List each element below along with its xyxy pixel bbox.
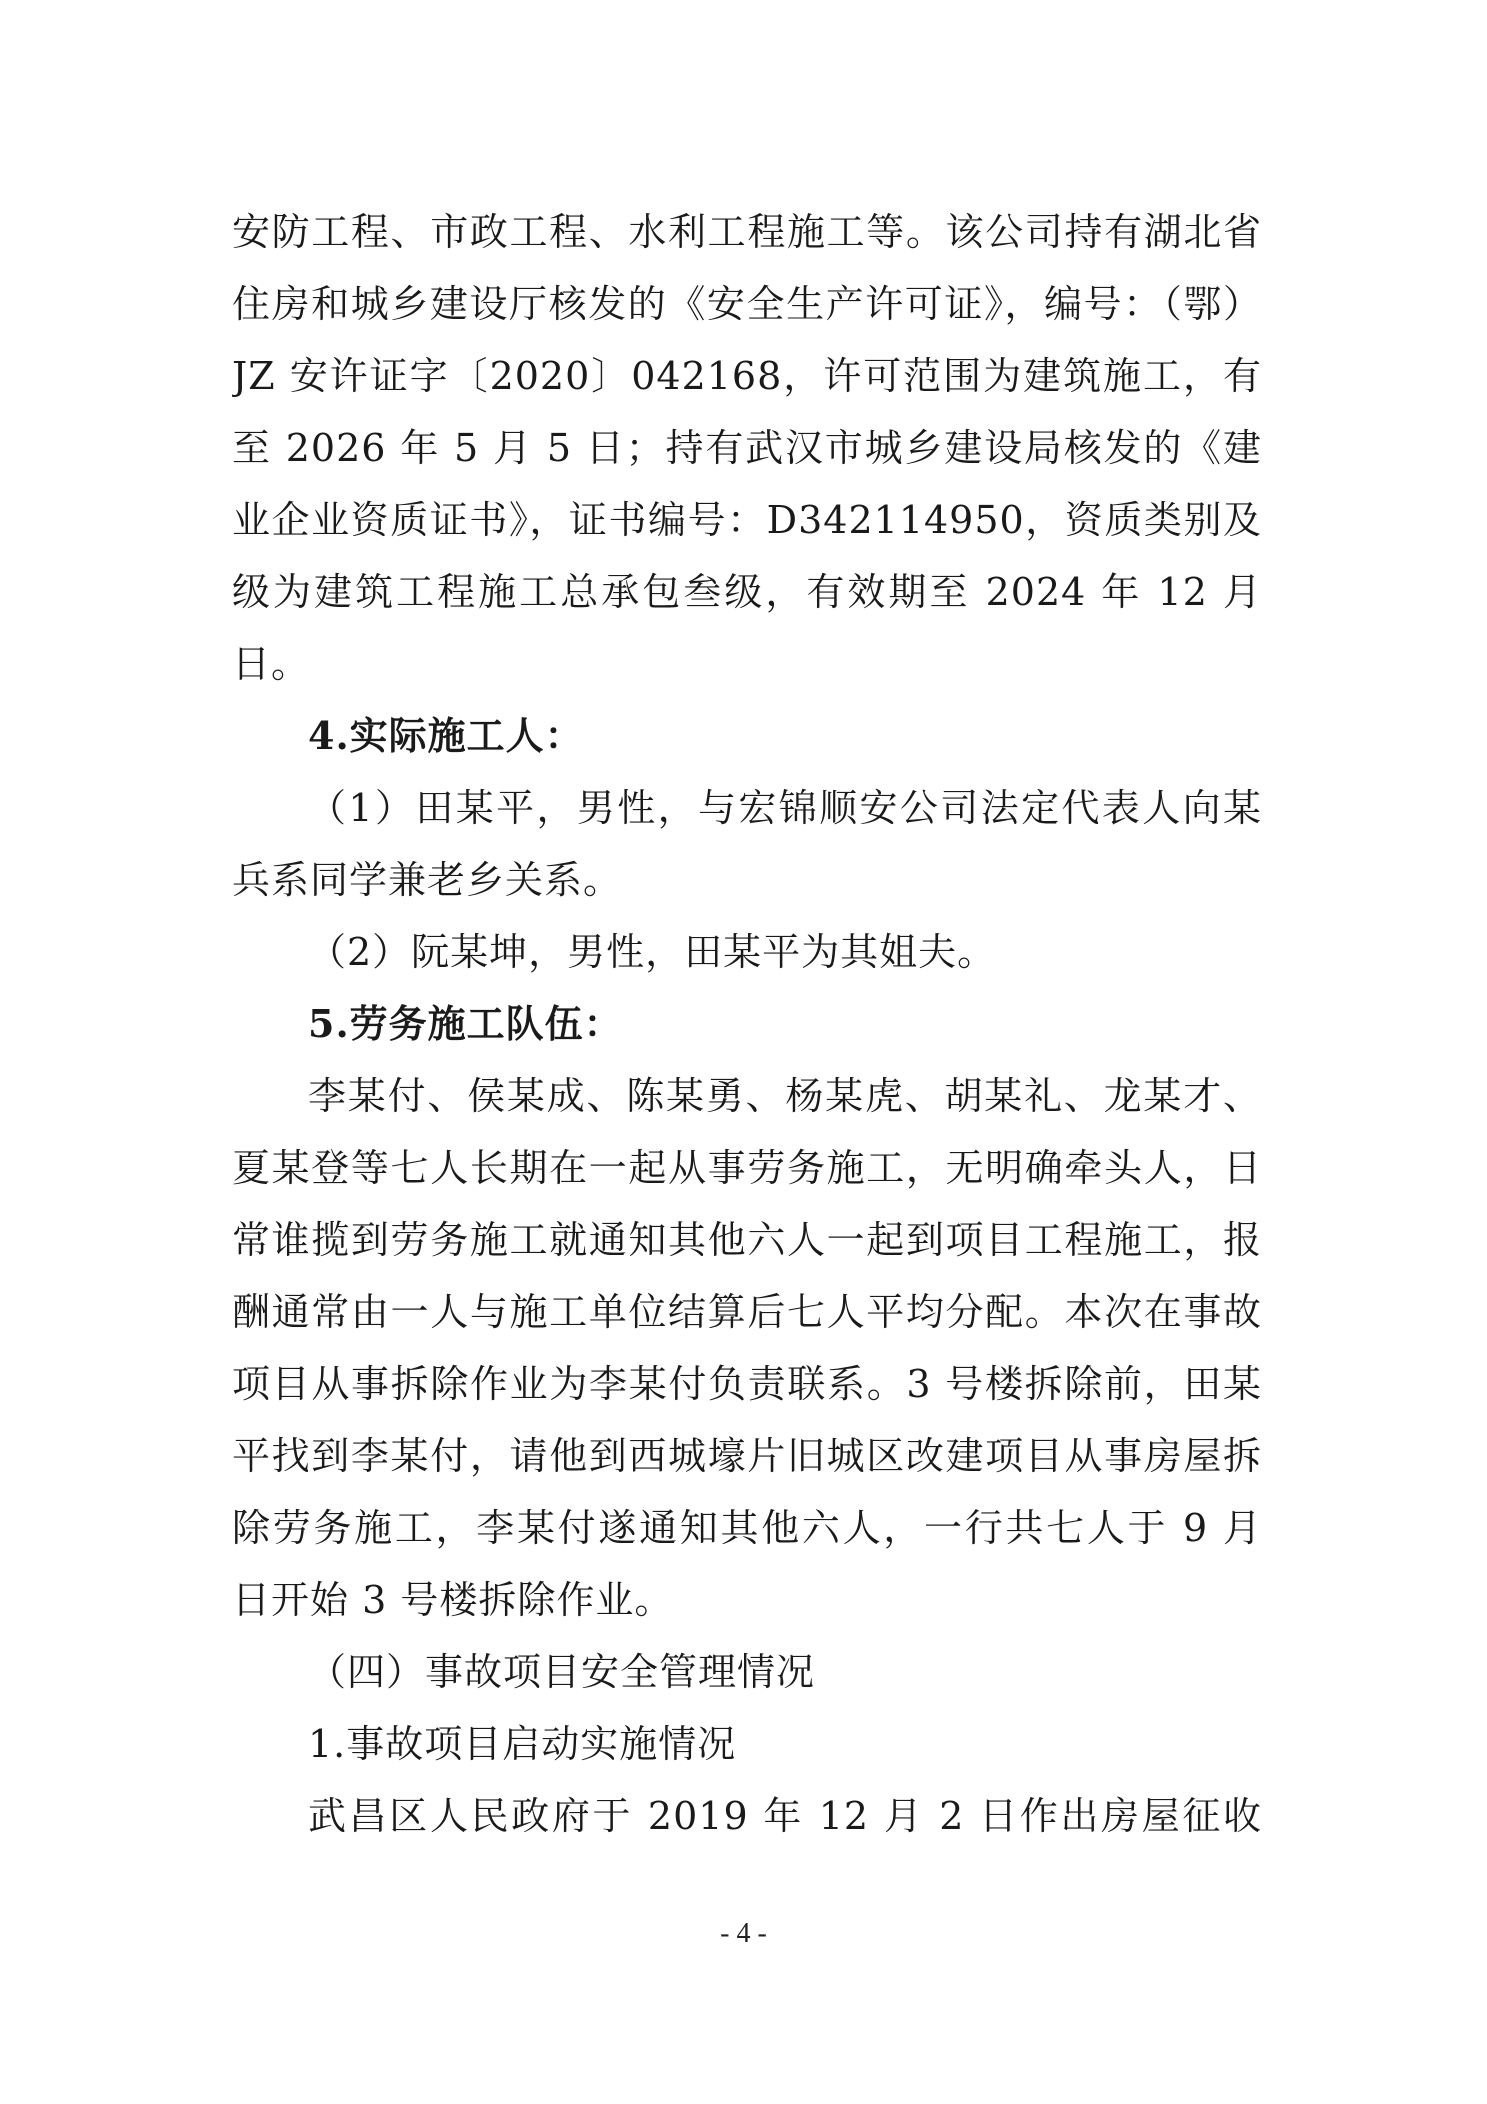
paragraph-line: 项目从事拆除作业为李某付负责联系。3 号楼拆除前，田某 xyxy=(232,1362,1262,1406)
paragraph-line: 安防工程、市政工程、水利工程施工等。该公司持有湖北省 xyxy=(232,210,1262,254)
paragraph-line: 平找到李某付，请他到西城壕片旧城区改建项目从事房屋拆 xyxy=(232,1434,1262,1478)
paragraph-line: 日开始 3 号楼拆除作业。 xyxy=(232,1578,674,1622)
paragraph-line: 武昌区人民政府于 2019 年 12 月 2 日作出房屋征收 xyxy=(308,1794,1262,1838)
section-heading: （四）事故项目安全管理情况 xyxy=(308,1650,816,1694)
paragraph-line: 常谁揽到劳务施工就通知其他六人一起到项目工程施工，报 xyxy=(232,1218,1262,1262)
section-heading: 5.劳务施工队伍： xyxy=(308,1001,623,1046)
section-heading: 1.事故项目启动实施情况 xyxy=(308,1722,737,1766)
body-text xyxy=(232,196,1262,1852)
paragraph-line: 日。 xyxy=(232,642,311,686)
paragraph-line: （2）阮某坤，男性，田某平为其姐夫。 xyxy=(308,930,997,974)
paragraph-line: 兵系同学兼老乡关系。 xyxy=(232,858,623,902)
paragraph-line: 业企业资质证书》，证书编号：D342114950，资质类别及 xyxy=(232,498,1262,542)
section-heading: 4.实际施工人： xyxy=(308,713,584,758)
paragraph-line: 酬通常由一人与施工单位结算后七人平均分配。本次在事故 xyxy=(232,1290,1262,1334)
paragraph-line: 级为建筑工程施工总承包叁级，有效期至 2024 年 12 月 xyxy=(232,570,1262,614)
paragraph-line: JZ 安许证字〔2020〕042168，许可范围为建筑施工，有 xyxy=(232,354,1262,398)
paragraph-line: 夏某登等七人长期在一起从事劳务施工，无明确牵头人，日 xyxy=(232,1146,1262,1190)
paragraph-line: 除劳务施工，李某付遂通知其他六人，一行共七人于 9 月 xyxy=(232,1506,1262,1550)
paragraph-line: 至 2026 年 5 月 5 日；持有武汉市城乡建设局核发的《建 xyxy=(232,426,1262,470)
paragraph-line: 住房和城乡建设厅核发的《安全生产许可证》，编号：（鄂） xyxy=(232,282,1262,326)
paragraph-line: （1）田某平，男性，与宏锦顺安公司法定代表人向某 xyxy=(308,786,1262,830)
paragraph-line: 李某付、侯某成、陈某勇、杨某虎、胡某礼、龙某才、 xyxy=(308,1074,1262,1118)
page-number: - 4 - xyxy=(720,1918,767,1949)
